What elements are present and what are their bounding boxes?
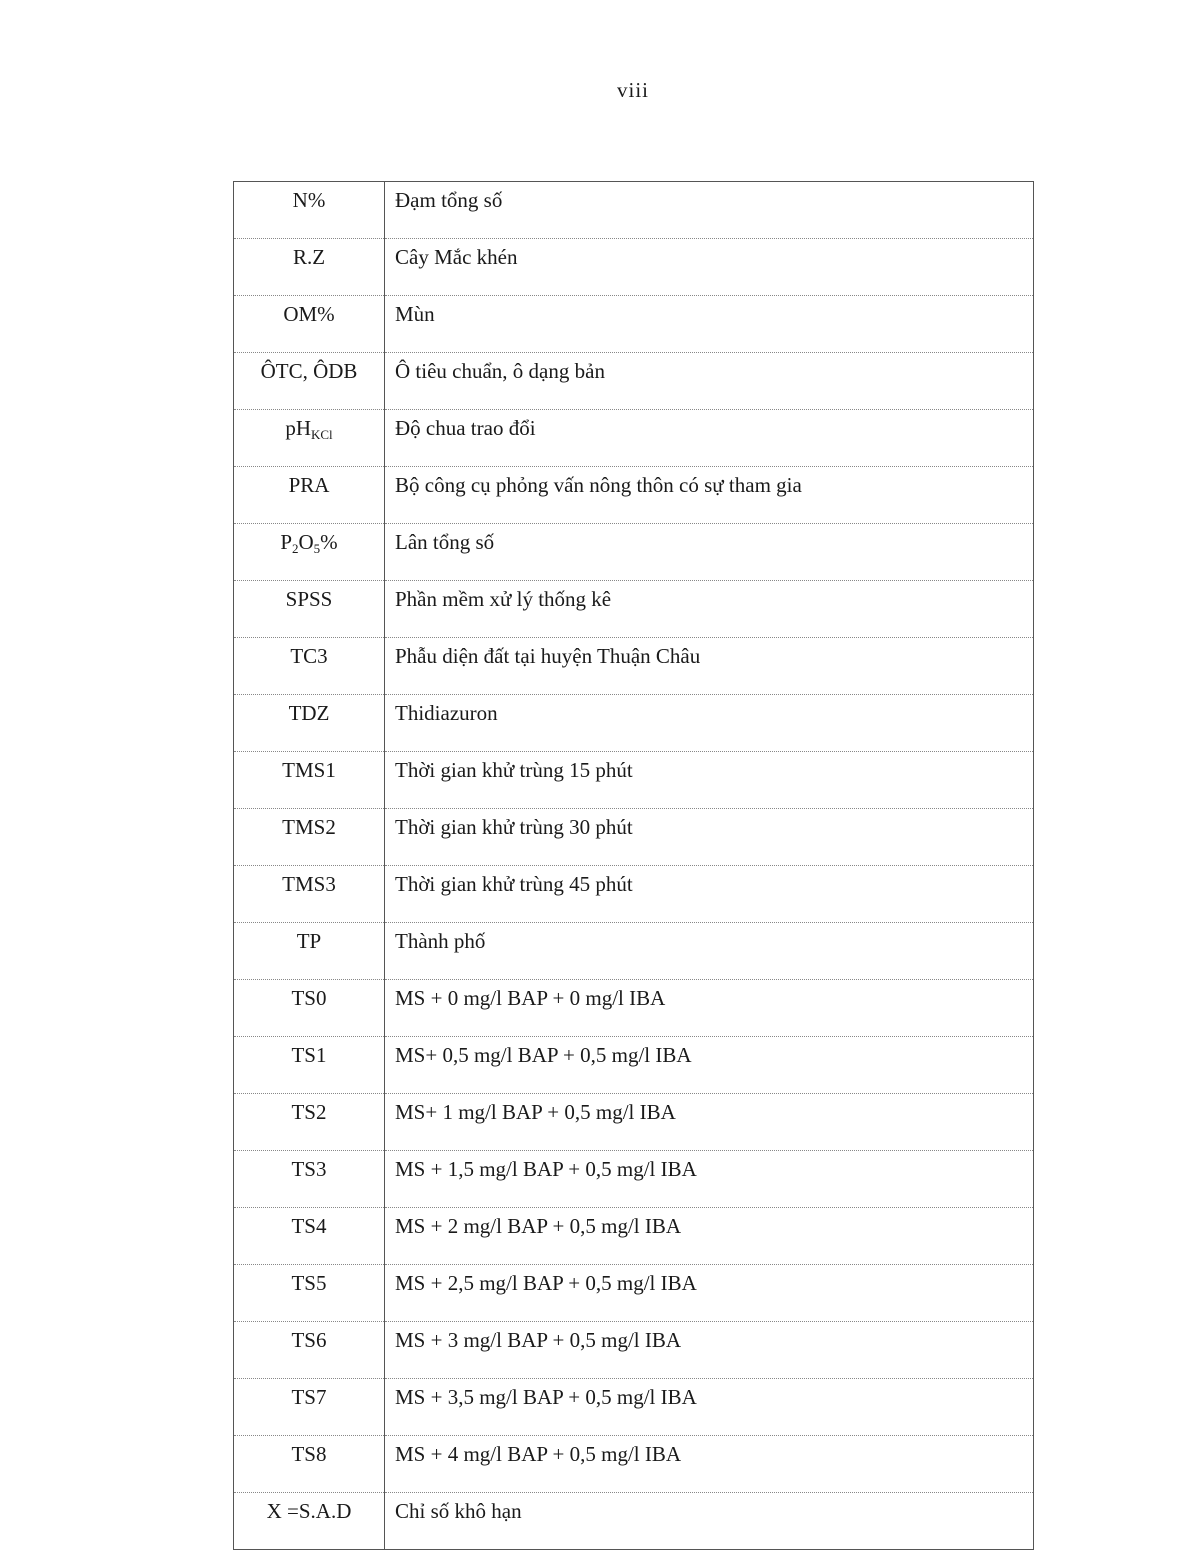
description: Thời gian khử trùng 30 phút [385,809,1034,866]
abbreviation: TS4 [234,1208,385,1265]
page-number: viii [616,78,649,102]
description: MS+ 0,5 mg/l BAP + 0,5 mg/l IBA [385,1037,1034,1094]
table-row [234,1379,1034,1436]
table-row [234,1265,1034,1322]
abbreviation: TS6 [234,1322,385,1379]
abbreviation: R.Z [234,239,385,296]
description: Thời gian khử trùng 45 phút [385,866,1034,923]
description: Phẫu diện đất tại huyện Thuận Châu [385,638,1034,695]
abbreviation: TMS1 [234,752,385,809]
abbreviation: TS7 [234,1379,385,1436]
description: Cây Mắc khén [385,239,1034,296]
abbreviation: TP [234,923,385,980]
abbreviation: OM% [234,296,385,353]
abbreviation-part: % [320,530,338,554]
abbreviation: TC3 [234,638,385,695]
abbreviation: TS0 [234,980,385,1037]
table-row [234,1037,1034,1094]
abbreviation-part: P [280,530,292,554]
description: Chỉ số khô hạn [395,1499,522,1523]
abbreviation-part: O [298,530,314,554]
table-row [234,980,1034,1037]
table-row [234,752,1034,809]
description: Độ chua trao đổi [385,410,1034,467]
abbreviation: TMS2 [234,809,385,866]
abbreviation-subscript: KCl [311,427,333,442]
abbreviation: ÔTC, ÔDB [234,353,385,410]
table-row [234,467,1034,524]
table-row [234,182,1034,239]
abbreviation: TS5 [234,1265,385,1322]
abbreviation [234,524,385,581]
description: MS + 1,5 mg/l BAP + 0,5 mg/l IBA [385,1151,1034,1208]
description: Thời gian khử trùng 15 phút [385,752,1034,809]
table-row [234,638,1034,695]
abbreviation-table [233,181,1034,1550]
description: MS + 4 mg/l BAP + 0,5 mg/l IBA [385,1436,1034,1493]
abbreviation: TS8 [234,1436,385,1493]
description: Lân tổng số [385,524,1034,581]
table-row [234,866,1034,923]
abbreviation: TMS3 [234,866,385,923]
table-row [234,1151,1034,1208]
table-row [234,581,1034,638]
abbreviation-subscript: 5 [313,541,321,556]
description: Ô tiêu chuẩn, ô dạng bản [385,353,1034,410]
abbreviation: TDZ [234,695,385,752]
description: Phần mềm xử lý thống kê [385,581,1034,638]
abbreviation: SPSS [234,581,385,638]
description: Thành phố [385,923,1034,980]
table-row [234,1493,1034,1550]
description: Bộ công cụ phỏng vấn nông thôn có sự tham gia [385,467,1034,524]
description: Thidiazuron [385,695,1034,752]
abbreviation-subscript: 2 [292,541,299,556]
table-row [234,524,1034,581]
table-row [234,1208,1034,1265]
table-row [234,239,1034,296]
table-row [234,410,1034,467]
table-row [234,1094,1034,1151]
description: Đạm tổng số [385,182,1034,239]
table-row [234,296,1034,353]
description: MS + 2 mg/l BAP + 0,5 mg/l IBA [385,1208,1034,1265]
table-row [234,1322,1034,1379]
description: MS+ 1 mg/l BAP + 0,5 mg/l IBA [385,1094,1034,1151]
table-row [234,1436,1034,1493]
table-row [234,923,1034,980]
abbreviation-main: pH [285,416,311,440]
abbreviation: TS2 [234,1094,385,1151]
description: MS + 3,5 mg/l BAP + 0,5 mg/l IBA [385,1379,1034,1436]
abbreviation: TS3 [234,1151,385,1208]
description: MS + 2,5 mg/l BAP + 0,5 mg/l IBA [385,1265,1034,1322]
abbreviation [234,410,385,467]
description: MS + 0 mg/l BAP + 0 mg/l IBA [385,980,1034,1037]
abbreviation: X =S.A.D [234,1493,385,1550]
table-row [234,809,1034,866]
abbreviation: PRA [234,467,385,524]
table-row [234,695,1034,752]
description: MS + 3 mg/l BAP + 0,5 mg/l IBA [385,1322,1034,1379]
abbreviation: TS1 [234,1037,385,1094]
description: Mùn [385,296,1034,353]
table-row [234,353,1034,410]
abbreviation: N% [234,182,385,239]
